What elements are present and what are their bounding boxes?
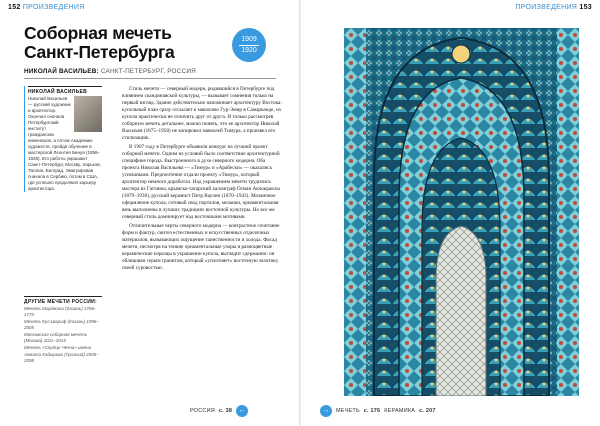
nav-page-ref[interactable]: с. 38 (218, 408, 233, 414)
nav-label-ceramics[interactable]: КЕРАМИКА (384, 408, 416, 414)
running-header-right (515, 4, 592, 11)
bio-title: НИКОЛАЙ ВАСИЛЬЕВ (28, 86, 102, 95)
date-divider (239, 45, 259, 46)
date-end: 1920 (241, 47, 257, 54)
section-label-right: ПРОИЗВЕДЕНИЯ (515, 4, 578, 11)
page-number-right: 153 (579, 4, 592, 11)
arrow-left-icon[interactable]: ← (236, 405, 248, 417)
author-location: САНКТ-ПЕТЕРБУРГ, РОССИЯ (100, 68, 196, 75)
nav-page-ref[interactable]: с. 207 (419, 408, 436, 414)
arrow-right-icon[interactable]: → (320, 405, 332, 417)
other-mosques-title: ДРУГИЕ МЕЧЕТИ РОССИИ: (24, 296, 102, 305)
nav-label-mosque[interactable]: МЕЧЕТЬ (336, 408, 360, 414)
nav-page-ref[interactable]: с. 176 (363, 408, 381, 414)
section-label-left: ПРОИЗВЕДЕНИЯ (22, 4, 85, 11)
page-number-left: 152 (8, 4, 21, 11)
other-mosque-item: Московская соборная мечеть (Москва) 2011–2015 (24, 332, 88, 344)
nav-label-russia[interactable]: РОССИЯ (190, 408, 215, 414)
mosaic-illustration (344, 28, 579, 396)
author-portrait (74, 96, 102, 132)
other-mosque-item: Мечеть Марджани (Казань) 1766–1770 (24, 305, 97, 317)
body-paragraph: Стиль мечети — северный модерн, родившийся в Петербурге под влиянием скандинавской культуры, — вызывает сомнения только на первый взгляд. Здание действительно напоминает архитектуру Востока: купольный план сразу отсылает к мавзолею Гур-Эмир в Самарканде, их купола практически не отличить друг от друга. И только рассмотрев соборную мечеть детальнее, можно понять, что ее архитектор Николай Васильев (1875–1958) не копировал мавзолей Тимура, а произвел его стилизацию. (122, 86, 282, 141)
body-paragraph: Отличительные черты северного модерна — контрастное сочетание форм и фактур, синтез естественных и искусственных отделочных материалов, вызывающих ощущение таинственности и холода. Фасад мечети, несмотря на тонкие орнаментальные узоры и разноцветные керамические изразцы в украшении купола, выглядит сдержанно: он облицован серым гранитом, который «уплотняет» восточную экзотику своей суровостью. (122, 223, 280, 271)
running-header-left (8, 4, 85, 11)
date-badge (232, 28, 266, 62)
page-gutter (299, 0, 301, 426)
bio-text: Николай Васильев — русский художник и архитектор. Окончил сначала Петербургский институт гражданских инженеров, а потом Академию художеств, пройдя обучение в мастерской Леонтия Бенуа (1856–1928). Его работы украшают Санкт-Петербург, Москву, Харьков, Таллин, Белград. Эмигрировав сначала в Сербию, потом в США, где успешно продолжил карьеру архитектора. (28, 96, 101, 191)
author-bio (24, 86, 102, 192)
other-mosques (24, 296, 102, 365)
other-mosque-item: Мечеть «Сердце Чечни» имени Ахмата Кадырова (Грозный) 2006–2008 (24, 345, 99, 363)
nav-reference-left[interactable] (190, 405, 248, 417)
author-line: НИКОЛАЙ ВАСИЛЬЕВ: САНКТ-ПЕТЕРБУРГ, РОССИЯ (24, 68, 276, 79)
article-body (122, 86, 282, 274)
nav-reference-right[interactable] (320, 405, 436, 417)
article-title: Соборная мечеть Санкт-Петербурга (24, 23, 175, 62)
body-paragraph: В 1907 году в Петербурге объявили конкурс на лучший проект соборной мечети. Одним из условий было соответствие архитектурной специфике города. Выстроенного в духе северного модерна. Оба проекта Николая Васильева — «Тимур» и «Арабески» — оказались успешными. Предпочтение отдали проекту «Тимур», который архитектор немного доработал. Над украшением мечети трудились мастера из Гатчины, крымско-татарский каллиграф Осман Акчокраклы (1879–1938), русский керамист Петр Ваулин (1870–1943). Мозаичное оформление купола, сотовый свод порталов, мозаики, орнаментальная вязь выполнены в лучших традициях восточной культуры. Но все же северный стиль доминирует над восточными мотивами. (122, 144, 280, 220)
other-mosque-item: Мечеть Кул-Шариф (Казань) 1996–2005 (24, 319, 99, 331)
mosque-portal-photo (344, 28, 579, 396)
date-start: 1909 (241, 36, 257, 43)
author-name: НИКОЛАЙ ВАСИЛЬЕВ (24, 68, 97, 75)
